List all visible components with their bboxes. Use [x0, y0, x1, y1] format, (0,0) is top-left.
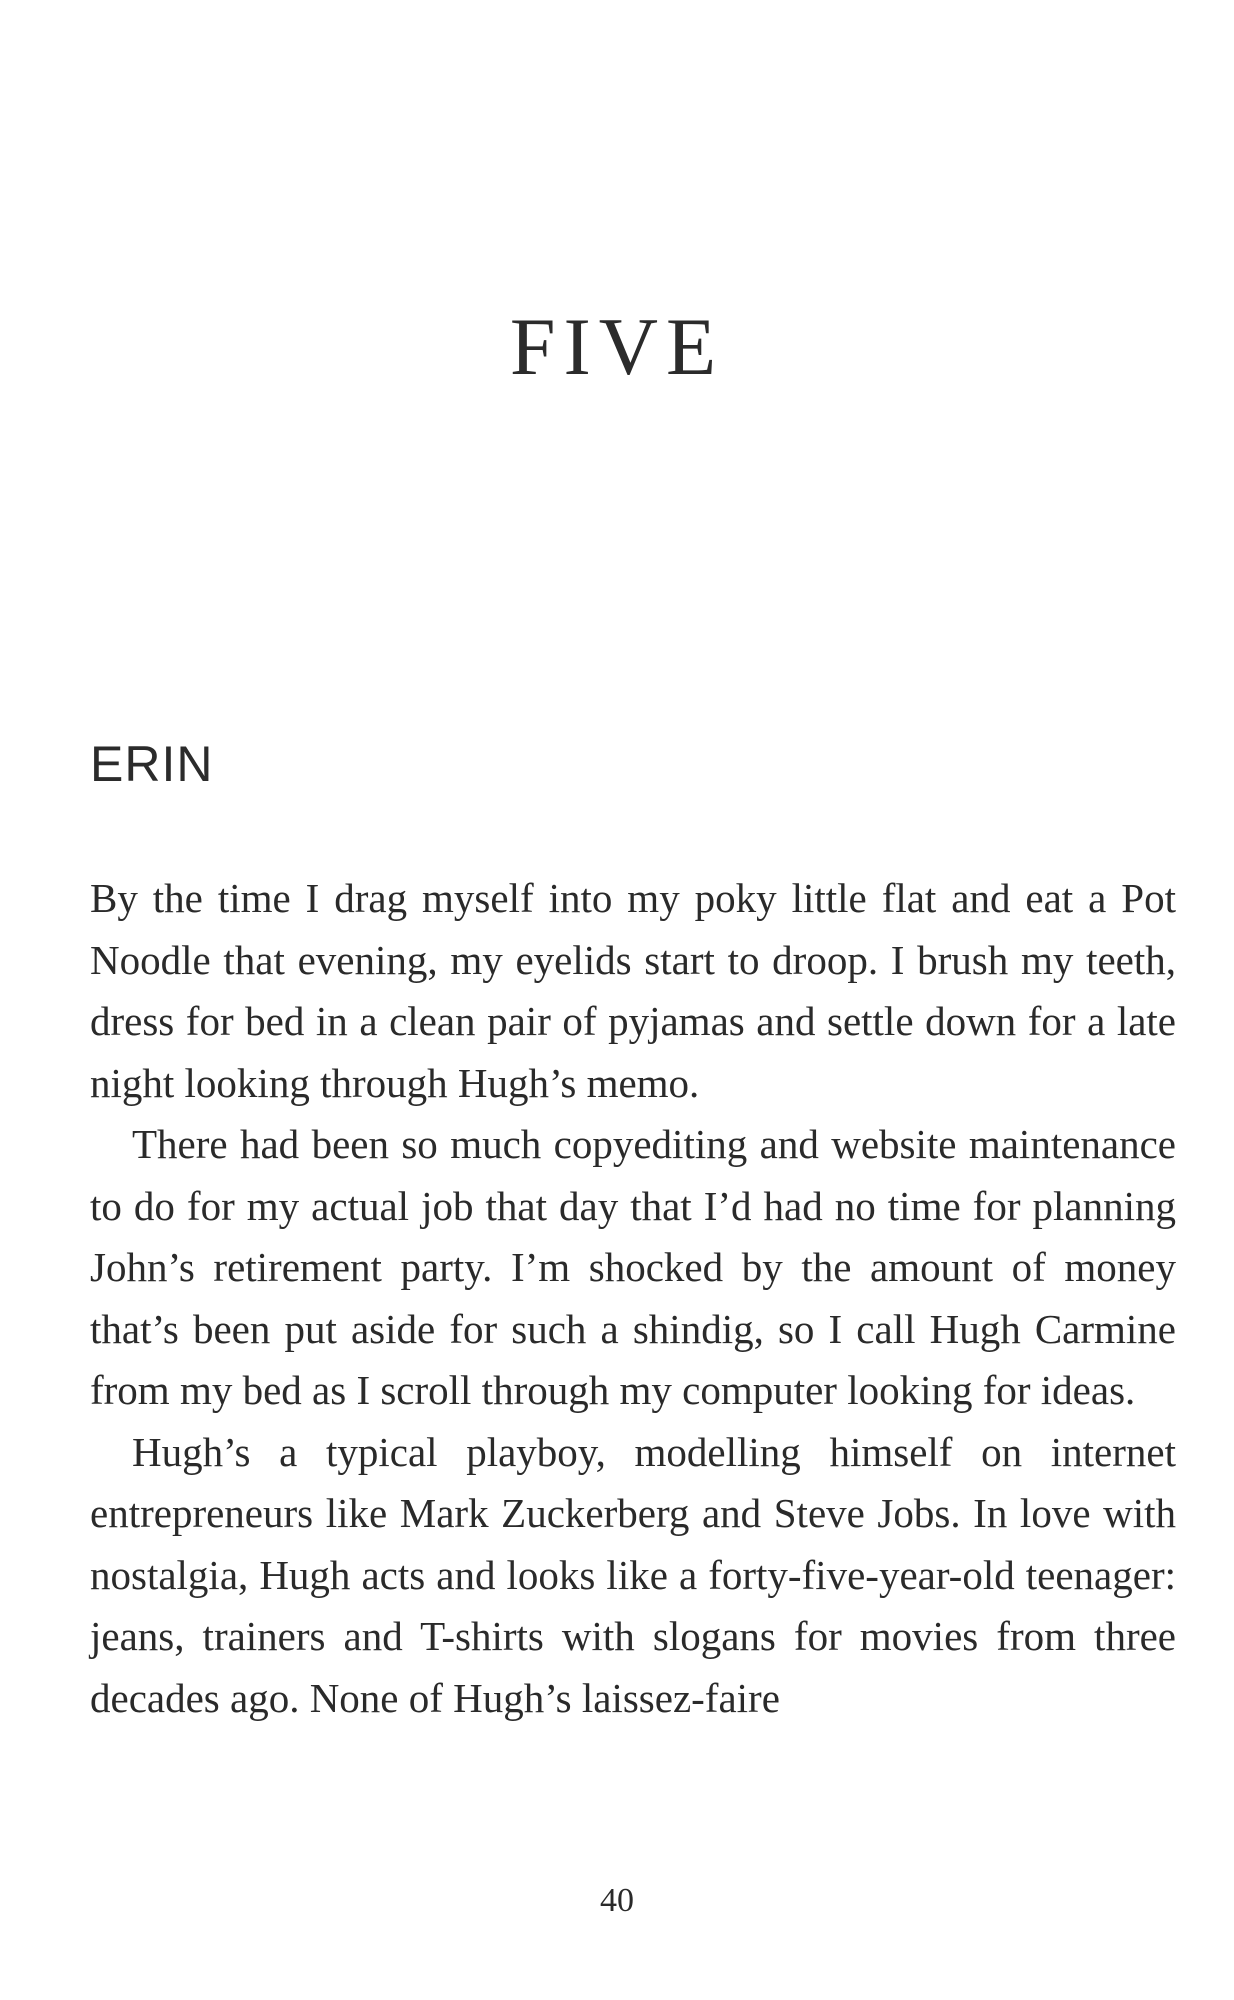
- narrator-heading: ERIN: [90, 736, 214, 792]
- paragraph-1: By the time I drag myself into my poky little flat and eat a Pot Noodle that evening, my eyelids start to droop. I brush my teeth, dress for bed in a clean pair of pyjamas and settle down for a late night looking through Hugh’s memo.: [90, 875, 1176, 1106]
- chapter-title: FIVE: [509, 301, 725, 392]
- paragraph-3: Hugh’s a typical playboy, modelling himself on internet entrepreneurs like Mark Zuckerberg and Steve Jobs. In love with nostalgia, Hugh acts and looks like a forty-five-year-old teenager: jeans, trainers and T-shirts with slogans for movies from three decades ago. None of Hugh’s laissez-faire: [90, 1428, 1176, 1721]
- body-text: [90, 868, 1176, 1729]
- paragraph-2: There had been so much copyediting and website maintenance to do for my actual job that day that I’d had no time for planning John’s retirement party. I’m shocked by the amount of money that’s been put aside for such a shindig, so I call Hugh Carmine from my bed as I scroll through my computer looking for ideas.: [90, 1121, 1176, 1413]
- page-number: 40: [600, 1882, 634, 1919]
